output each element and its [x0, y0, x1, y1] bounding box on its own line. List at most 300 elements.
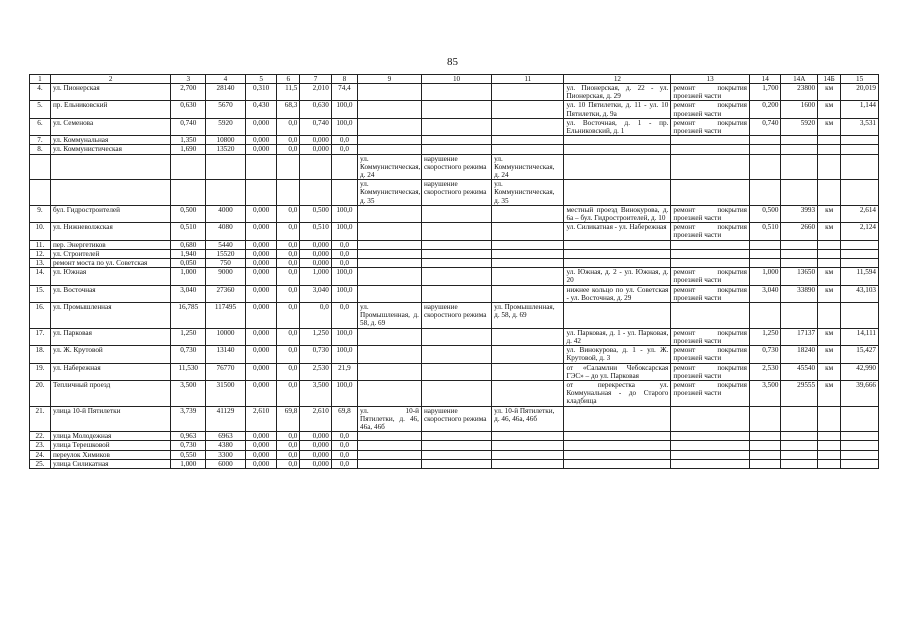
area: 4000 — [206, 205, 246, 222]
col5-value: 0,000 — [245, 205, 276, 222]
repair-area — [781, 303, 818, 329]
repair-length: 0,200 — [749, 101, 780, 118]
violation-location — [358, 346, 422, 363]
col6-percent: 0,0 — [277, 145, 300, 154]
col8-percent: 100,0 — [331, 285, 357, 302]
repair-type — [671, 406, 750, 432]
table-row — [30, 205, 879, 222]
violation-location — [358, 328, 422, 345]
col6-percent: 0,0 — [277, 136, 300, 145]
col5-value: 2,610 — [245, 406, 276, 432]
violation-location — [358, 223, 422, 240]
unit — [818, 259, 841, 268]
col8-percent: 0,0 — [331, 432, 357, 441]
cost — [841, 145, 879, 154]
col6-percent — [277, 180, 300, 206]
col6-percent: 0,0 — [277, 441, 300, 450]
repair-area — [781, 180, 818, 206]
header-cell: 12 — [564, 75, 671, 84]
col8-percent — [331, 154, 357, 180]
area: 4380 — [206, 441, 246, 450]
col5-value: 0,000 — [245, 459, 276, 468]
length-km — [171, 180, 206, 206]
repair-type: ремонт покрытия проезжей части — [671, 268, 750, 285]
length-km: 3,040 — [171, 285, 206, 302]
measure-location: ул. Коммунистическая, д. 35 — [492, 180, 564, 206]
repair-type — [671, 432, 750, 441]
repair-length: 1,000 — [749, 268, 780, 285]
repair-area: 18240 — [781, 346, 818, 363]
road-name: переулок Химиков — [50, 450, 171, 459]
measure-location — [492, 259, 564, 268]
row-number: 8. — [30, 145, 51, 154]
repair-length: 1,700 — [749, 84, 780, 101]
col8-percent: 0,0 — [331, 459, 357, 468]
col7-value: 0,0 — [300, 303, 331, 329]
area: 5920 — [206, 118, 246, 135]
violation-type — [421, 136, 491, 145]
length-km: 0,550 — [171, 450, 206, 459]
repair-type: ремонт покрытия проезжей части — [671, 328, 750, 345]
violation-type — [421, 459, 491, 468]
repair-type: ремонт покрытия проезжей части — [671, 84, 750, 101]
length-km: 1,250 — [171, 328, 206, 345]
length-km: 1,940 — [171, 249, 206, 258]
col6-percent: 0,0 — [277, 249, 300, 258]
col5-value: 0,000 — [245, 328, 276, 345]
measure-location — [492, 450, 564, 459]
col6-percent: 0,0 — [277, 259, 300, 268]
repair-area: 1600 — [781, 101, 818, 118]
repair-type: ремонт покрытия проезжей части — [671, 363, 750, 380]
repair-length: 0,510 — [749, 223, 780, 240]
row-number: 19. — [30, 363, 51, 380]
cost: 1,144 — [841, 101, 879, 118]
repair-length: 2,530 — [749, 363, 780, 380]
violation-type — [421, 285, 491, 302]
road-name: ул. Коммунистическая — [50, 145, 171, 154]
row-number: 24. — [30, 450, 51, 459]
col7-value: 1,250 — [300, 328, 331, 345]
header-cell: 10 — [421, 75, 491, 84]
unit: км — [818, 223, 841, 240]
area: 3300 — [206, 450, 246, 459]
col7-value: 0,630 — [300, 101, 331, 118]
col5-value: 0,000 — [245, 285, 276, 302]
col5-value: 0,310 — [245, 84, 276, 101]
table-row — [30, 432, 879, 441]
measure-location — [492, 285, 564, 302]
violation-type — [421, 380, 491, 406]
col6-percent: 0,0 — [277, 285, 300, 302]
table-row — [30, 145, 879, 154]
unit — [818, 432, 841, 441]
header-cell: 5 — [245, 75, 276, 84]
repair-section: ул. Пионерская, д. 22 - ул. Пионерская, д. 29 — [564, 84, 671, 101]
cost: 3,531 — [841, 118, 879, 135]
road-name: улица Молодежная — [50, 432, 171, 441]
col8-percent: 0,0 — [331, 249, 357, 258]
col6-percent: 69,8 — [277, 406, 300, 432]
violation-location — [358, 380, 422, 406]
violation-location — [358, 145, 422, 154]
repair-section: ул. Южная, д. 2 - ул. Южная, д. 20 — [564, 268, 671, 285]
col5-value: 0,000 — [245, 268, 276, 285]
col6-percent: 0,0 — [277, 380, 300, 406]
length-km: 16,785 — [171, 303, 206, 329]
repair-section — [564, 432, 671, 441]
area: 4080 — [206, 223, 246, 240]
measure-location: ул. 10-й Пятилетки, д. 46, 46а, 46б — [492, 406, 564, 432]
length-km: 0,730 — [171, 346, 206, 363]
col6-percent: 0,0 — [277, 240, 300, 249]
repair-section — [564, 441, 671, 450]
road-name: ул. Пионерская — [50, 84, 171, 101]
violation-type — [421, 101, 491, 118]
cost — [841, 180, 879, 206]
col5-value: 0,000 — [245, 223, 276, 240]
table-row — [30, 285, 879, 302]
violation-type: нарушение скоростного режима — [421, 303, 491, 329]
cost — [841, 249, 879, 258]
unit — [818, 136, 841, 145]
repair-type — [671, 145, 750, 154]
measure-location — [492, 328, 564, 345]
violation-type — [421, 268, 491, 285]
violation-type — [421, 205, 491, 222]
repair-area: 23800 — [781, 84, 818, 101]
cost — [841, 406, 879, 432]
length-km: 3,739 — [171, 406, 206, 432]
repair-length — [749, 303, 780, 329]
cost: 39,666 — [841, 380, 879, 406]
violation-location — [358, 84, 422, 101]
measure-location — [492, 459, 564, 468]
length-km — [171, 154, 206, 180]
measure-location — [492, 268, 564, 285]
repair-area: 13650 — [781, 268, 818, 285]
repair-type — [671, 249, 750, 258]
cost: 20,019 — [841, 84, 879, 101]
col8-percent: 100,0 — [331, 118, 357, 135]
road-name: ул. Семенова — [50, 118, 171, 135]
repair-type — [671, 303, 750, 329]
road-name: ул. Восточная — [50, 285, 171, 302]
road-name: ул. Нижневолжская — [50, 223, 171, 240]
repair-section — [564, 450, 671, 459]
cost — [841, 154, 879, 180]
repair-area: 29555 — [781, 380, 818, 406]
table-row — [30, 363, 879, 380]
unit: км — [818, 268, 841, 285]
repair-area — [781, 441, 818, 450]
violation-type — [421, 432, 491, 441]
repair-type: ремонт покрытия проезжей части — [671, 118, 750, 135]
measure-location: ул. Коммунистическая, д. 24 — [492, 154, 564, 180]
col5-value: 0,000 — [245, 136, 276, 145]
repair-length — [749, 240, 780, 249]
repair-section: местный проезд Винокурова, д. 6а – бул. Гидростроителей, д. 10 — [564, 205, 671, 222]
length-km: 2,700 — [171, 84, 206, 101]
repair-length — [749, 145, 780, 154]
length-km: 0,500 — [171, 205, 206, 222]
header-cell: 8 — [331, 75, 357, 84]
measure-location — [492, 249, 564, 258]
violation-type — [421, 145, 491, 154]
area: 5440 — [206, 240, 246, 249]
header-cell: 14А — [781, 75, 818, 84]
violation-location: ул. Коммунистическая, д. 24 — [358, 154, 422, 180]
table-row — [30, 328, 879, 345]
length-km: 0,050 — [171, 259, 206, 268]
table-row — [30, 459, 879, 468]
road-name — [50, 180, 171, 206]
measure-location — [492, 223, 564, 240]
length-km: 1,690 — [171, 145, 206, 154]
measure-location — [492, 145, 564, 154]
violation-location — [358, 240, 422, 249]
col6-percent: 0,0 — [277, 303, 300, 329]
cost: 2,614 — [841, 205, 879, 222]
header-cell: 2 — [50, 75, 171, 84]
cost: 15,427 — [841, 346, 879, 363]
area: 117495 — [206, 303, 246, 329]
violation-location — [358, 136, 422, 145]
cost — [841, 136, 879, 145]
header-cell: 7 — [300, 75, 331, 84]
col7-value: 3,500 — [300, 380, 331, 406]
measure-location — [492, 346, 564, 363]
repair-length — [749, 180, 780, 206]
unit: км — [818, 346, 841, 363]
col6-percent: 0,0 — [277, 328, 300, 345]
measure-location: ул. Промышленная, д. 58, д. 69 — [492, 303, 564, 329]
col8-percent: 100,0 — [331, 205, 357, 222]
col7-value: 0,500 — [300, 205, 331, 222]
violation-location — [358, 268, 422, 285]
col7-value: 0,000 — [300, 450, 331, 459]
col7-value: 0,000 — [300, 145, 331, 154]
table-row — [30, 101, 879, 118]
table-row — [30, 303, 879, 329]
cost: 11,594 — [841, 268, 879, 285]
unit: км — [818, 380, 841, 406]
road-name: ремонт моста по ул. Советская — [50, 259, 171, 268]
header-cell: 14Б — [818, 75, 841, 84]
cost — [841, 259, 879, 268]
violation-location: ул. Промышленная, д. 58, д. 69 — [358, 303, 422, 329]
repair-type — [671, 180, 750, 206]
col6-percent: 0,0 — [277, 223, 300, 240]
header-cell: 9 — [358, 75, 422, 84]
cost: 43,103 — [841, 285, 879, 302]
repair-length: 3,500 — [749, 380, 780, 406]
measure-location — [492, 101, 564, 118]
col5-value: 0,000 — [245, 380, 276, 406]
row-number — [30, 180, 51, 206]
unit: км — [818, 328, 841, 345]
row-number: 13. — [30, 259, 51, 268]
road-name: ул. Промышленная — [50, 303, 171, 329]
road-name: ул. Ж. Крутовой — [50, 346, 171, 363]
length-km: 0,740 — [171, 118, 206, 135]
repair-length: 3,040 — [749, 285, 780, 302]
col8-percent: 100,0 — [331, 223, 357, 240]
unit — [818, 180, 841, 206]
col8-percent: 0,0 — [331, 259, 357, 268]
violation-type: нарушение скоростного режима — [421, 154, 491, 180]
row-number: 20. — [30, 380, 51, 406]
repair-section: ул. Винокурова, д. 1 - ул. Ж. Крутовой, д. 3 — [564, 346, 671, 363]
length-km: 3,500 — [171, 380, 206, 406]
repair-section — [564, 459, 671, 468]
cost: 14,111 — [841, 328, 879, 345]
repair-length: 0,500 — [749, 205, 780, 222]
area: 76770 — [206, 363, 246, 380]
repair-section: ул. Парковая, д. 1 - ул. Парковая, д. 42 — [564, 328, 671, 345]
col7-value: 0,730 — [300, 346, 331, 363]
repair-section — [564, 303, 671, 329]
violation-location — [358, 101, 422, 118]
col8-percent: 0,0 — [331, 303, 357, 329]
col6-percent — [277, 154, 300, 180]
repair-area — [781, 145, 818, 154]
header-cell: 6 — [277, 75, 300, 84]
col8-percent: 0,0 — [331, 240, 357, 249]
unit — [818, 145, 841, 154]
repair-length — [749, 432, 780, 441]
repair-area — [781, 240, 818, 249]
violation-type — [421, 118, 491, 135]
col5-value: 0,000 — [245, 303, 276, 329]
header-cell: 4 — [206, 75, 246, 84]
col8-percent: 0,0 — [331, 450, 357, 459]
col6-percent: 0,0 — [277, 346, 300, 363]
area: 6963 — [206, 432, 246, 441]
col7-value: 2,530 — [300, 363, 331, 380]
row-number: 25. — [30, 459, 51, 468]
length-km: 0,510 — [171, 223, 206, 240]
table-row — [30, 240, 879, 249]
col7-value: 0,000 — [300, 136, 331, 145]
violation-type — [421, 450, 491, 459]
row-number: 5. — [30, 101, 51, 118]
area: 6000 — [206, 459, 246, 468]
measure-location — [492, 432, 564, 441]
measure-location — [492, 363, 564, 380]
col5-value: 0,000 — [245, 450, 276, 459]
col5-value: 0,000 — [245, 441, 276, 450]
length-km: 11,530 — [171, 363, 206, 380]
repair-area — [781, 450, 818, 459]
road-name: улица 10-й Пятилетки — [50, 406, 171, 432]
repair-area — [781, 249, 818, 258]
measure-location — [492, 441, 564, 450]
col5-value — [245, 180, 276, 206]
repair-section — [564, 136, 671, 145]
row-number: 16. — [30, 303, 51, 329]
row-number: 18. — [30, 346, 51, 363]
row-number: 14. — [30, 268, 51, 285]
cost — [841, 432, 879, 441]
table-row — [30, 84, 879, 101]
area: 15520 — [206, 249, 246, 258]
repair-area — [781, 432, 818, 441]
violation-location — [358, 205, 422, 222]
area: 31500 — [206, 380, 246, 406]
violation-type — [421, 223, 491, 240]
col5-value: 0,000 — [245, 432, 276, 441]
road-name: улица Терешковой — [50, 441, 171, 450]
repair-section: ул. Силикатная - ул. Набережная — [564, 223, 671, 240]
cost: 2,124 — [841, 223, 879, 240]
measure-location — [492, 240, 564, 249]
repair-type: ремонт покрытия проезжей части — [671, 380, 750, 406]
unit — [818, 450, 841, 459]
violation-location — [358, 363, 422, 380]
repair-area: 5920 — [781, 118, 818, 135]
area: 13520 — [206, 145, 246, 154]
col8-percent: 100,0 — [331, 101, 357, 118]
table-row — [30, 268, 879, 285]
table-row — [30, 136, 879, 145]
col7-value: 0,740 — [300, 118, 331, 135]
table-row — [30, 249, 879, 258]
col5-value: 0,000 — [245, 259, 276, 268]
repair-type — [671, 450, 750, 459]
repair-length — [749, 406, 780, 432]
area — [206, 180, 246, 206]
area: 10000 — [206, 328, 246, 345]
length-km: 0,730 — [171, 441, 206, 450]
measure-location — [492, 136, 564, 145]
repair-area — [781, 259, 818, 268]
repair-type: ремонт покрытия проезжей части — [671, 223, 750, 240]
col7-value: 0,000 — [300, 432, 331, 441]
repair-length: 1,250 — [749, 328, 780, 345]
repair-section: нижнее кольцо по ул. Советская - ул. Восточная, д. 29 — [564, 285, 671, 302]
road-name — [50, 154, 171, 180]
repair-length — [749, 136, 780, 145]
table-row — [30, 380, 879, 406]
violation-type — [421, 346, 491, 363]
row-number: 22. — [30, 432, 51, 441]
violation-type — [421, 240, 491, 249]
violation-location — [358, 450, 422, 459]
area: 750 — [206, 259, 246, 268]
unit — [818, 406, 841, 432]
repair-section — [564, 154, 671, 180]
repair-area — [781, 154, 818, 180]
repair-type: ремонт покрытия проезжей части — [671, 101, 750, 118]
length-km: 1,000 — [171, 459, 206, 468]
repair-length — [749, 249, 780, 258]
road-name: ул. Набережная — [50, 363, 171, 380]
violation-type: нарушение скоростного режима — [421, 180, 491, 206]
row-number: 6. — [30, 118, 51, 135]
col6-percent: 11,5 — [277, 84, 300, 101]
violation-location — [358, 432, 422, 441]
col5-value: 0,000 — [245, 118, 276, 135]
repair-length: 0,740 — [749, 118, 780, 135]
table-row — [30, 450, 879, 459]
length-km: 0,630 — [171, 101, 206, 118]
repair-section: ул. Восточная, д. 1 - пр. Ельниковский, д. 1 — [564, 118, 671, 135]
row-number: 4. — [30, 84, 51, 101]
repair-area: 33890 — [781, 285, 818, 302]
row-number: 10. — [30, 223, 51, 240]
area: 5670 — [206, 101, 246, 118]
